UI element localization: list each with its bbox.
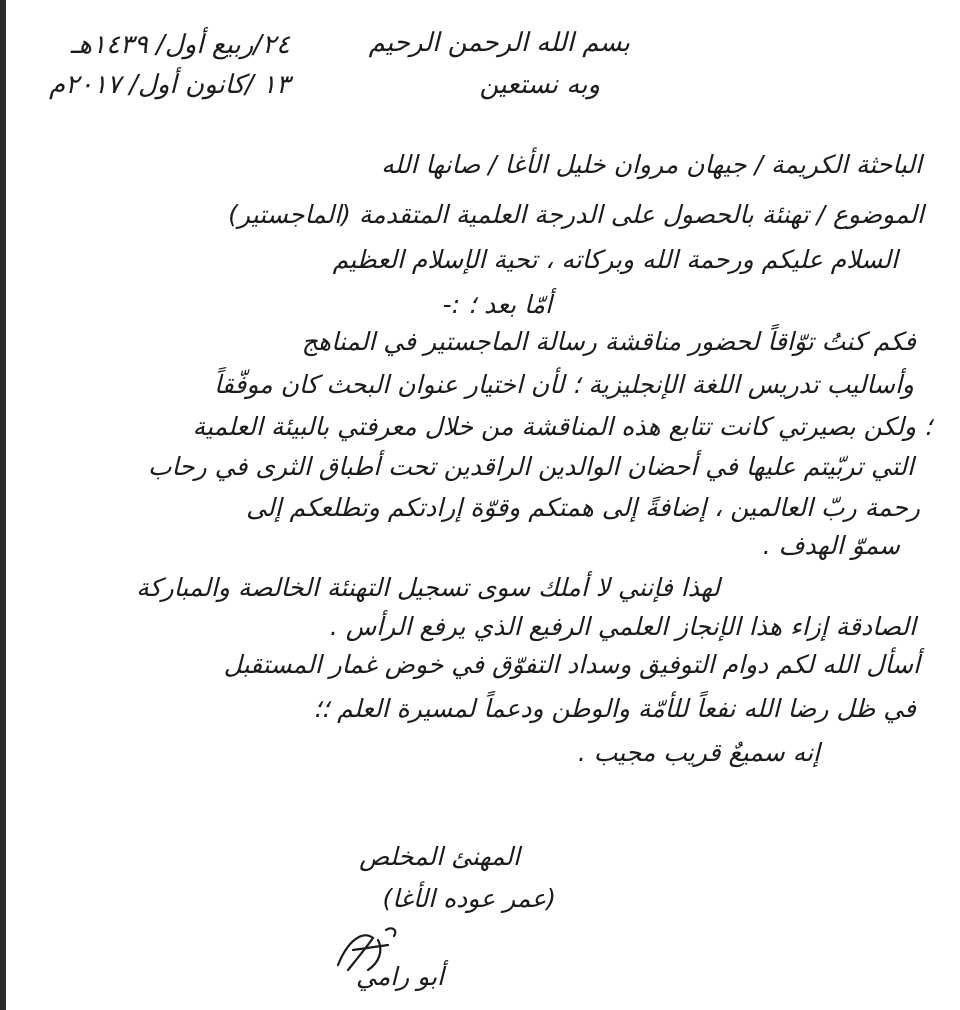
body-line: أسأل الله لكم دوام التوفيق وسداد التفوّق في خوض غمار المستقبل [223, 650, 920, 679]
closing-line: المهنئ المخلص [359, 842, 520, 871]
subject-line: الموضوع / تهنئة بالحصول على الدرجة العلمية المتقدمة (الماجستير) [228, 200, 924, 229]
body-line: التي تربّيتم عليها في أحضان الوالدين الراقدين تحت أطباق الثرى في رحاب [147, 452, 914, 481]
recipient-line: الباحثة الكريمة / جيهان مروان خليل الأغا / صانها الله [381, 150, 922, 179]
sender-name: (عمر عوده الأغا) [382, 884, 556, 913]
scan-edge [0, 0, 6, 1010]
body-line: الصادقة إزاء هذا الإنجاز العلمي الرفيع الذي يرفع الرأس . [329, 612, 916, 641]
body-line: ؛ ولكن بصيرتي كانت تتابع هذه المناقشة من خلال معرفتي بالبيئة العلمية [192, 412, 932, 441]
body-line: فكم كنتُ توّاقاً لحضور مناقشة رسالة الماجستير في المناهج [301, 327, 916, 356]
body-line: وأساليب تدريس اللغة الإنجليزية ؛ لأن اختيار عنوان البحث كان موفّقاً [214, 370, 914, 399]
sender-kunya: أبو رامي [355, 962, 444, 991]
body-line: رحمة ربّ العالمين ، إضافةً إلى همتكم وقوّة إرادتكم وتطلعكم إلى [246, 493, 920, 522]
date-hijri: ٢٤/ربيع أول/ ١٤٣٩هـ [70, 30, 290, 60]
body-line: في ظل رضا الله نفعاً للأمّة والوطن ودعماً لمسيرة العلم ؛؛ [313, 694, 916, 723]
greeting-line: السلام عليكم ورحمة الله وبركاته ، تحية الإسلام العظيم [332, 245, 898, 274]
basmala: بسم الله الرحمن الرحيم [368, 28, 630, 58]
body-line: إنه سميعٌ قريب مجيب . [577, 738, 820, 767]
date-gregorian: ١٣ /كانون أول/ ٢٠١٧م [49, 70, 290, 100]
wabihi-line: وبه نستعين [479, 70, 600, 100]
body-line: سموّ الهدف . [762, 531, 900, 560]
amma-baad: أمّا بعد ؛ :- [442, 290, 552, 319]
body-line: لهذا فإنني لا أملك سوى تسجيل التهنئة الخالصة والمباركة [136, 573, 720, 602]
